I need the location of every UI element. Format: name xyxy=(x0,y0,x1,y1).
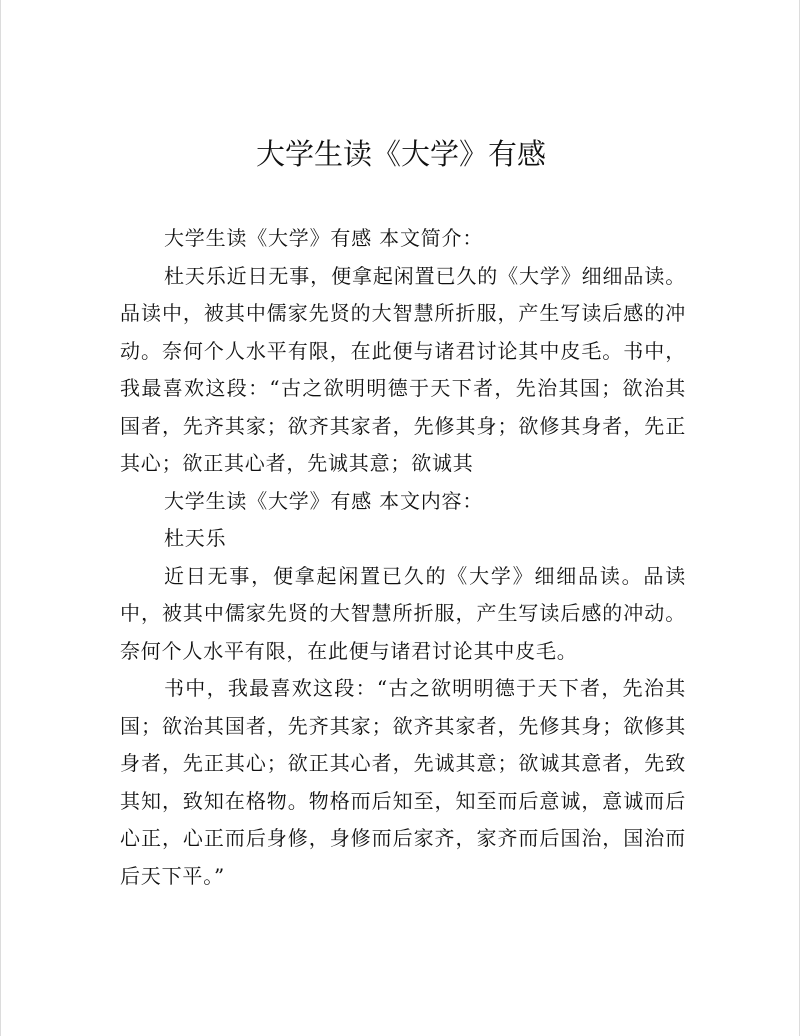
content-paragraph-1: 近日无事，便拿起闲置已久的《大学》细细品读。品读中，被其中儒家先贤的大智慧所折服，产生写读后感的冲动。奈何个人水平有限，在此便与诸君讨论其中皮毛。 xyxy=(120,563,686,663)
intro-heading: 大学生读《大学》有感 本文简介： xyxy=(164,226,484,250)
document-body xyxy=(120,220,686,895)
content-paragraph-2: 书中，我最喜欢这段：“古之欲明明德于天下者，先治其国；欲治其国者，先齐其家；欲齐其家者，先修其身；欲修其身者，先正其心；欲正其心者，先诚其意；欲诚其意者，先致其知，致知在格物。物格而后知至，知至而后意诚，意诚而后心正，心正而后身修，身修而后家齐，家齐而后国治，国治而后天下平。” xyxy=(120,676,686,888)
document-title: 大学生读《大学》有感 xyxy=(255,137,546,171)
intro-paragraph: 杜天乐近日无事，便拿起闲置已久的《大学》细细品读。品读中，被其中儒家先贤的大智慧所折服，产生写读后感的冲动。奈何个人水平有限，在此便与诸君讨论其中皮毛。书中，我最喜欢这段：“古之欲明明德于天下者，先治其国；欲治其国者，先齐其家；欲齐其家者，先修其身；欲修其身者，先正其心；欲正其心者，先诚其意；欲诚其 xyxy=(120,263,686,475)
author-line: 杜天乐 xyxy=(164,526,227,550)
content-heading: 大学生读《大学》有感 本文内容： xyxy=(164,488,484,513)
